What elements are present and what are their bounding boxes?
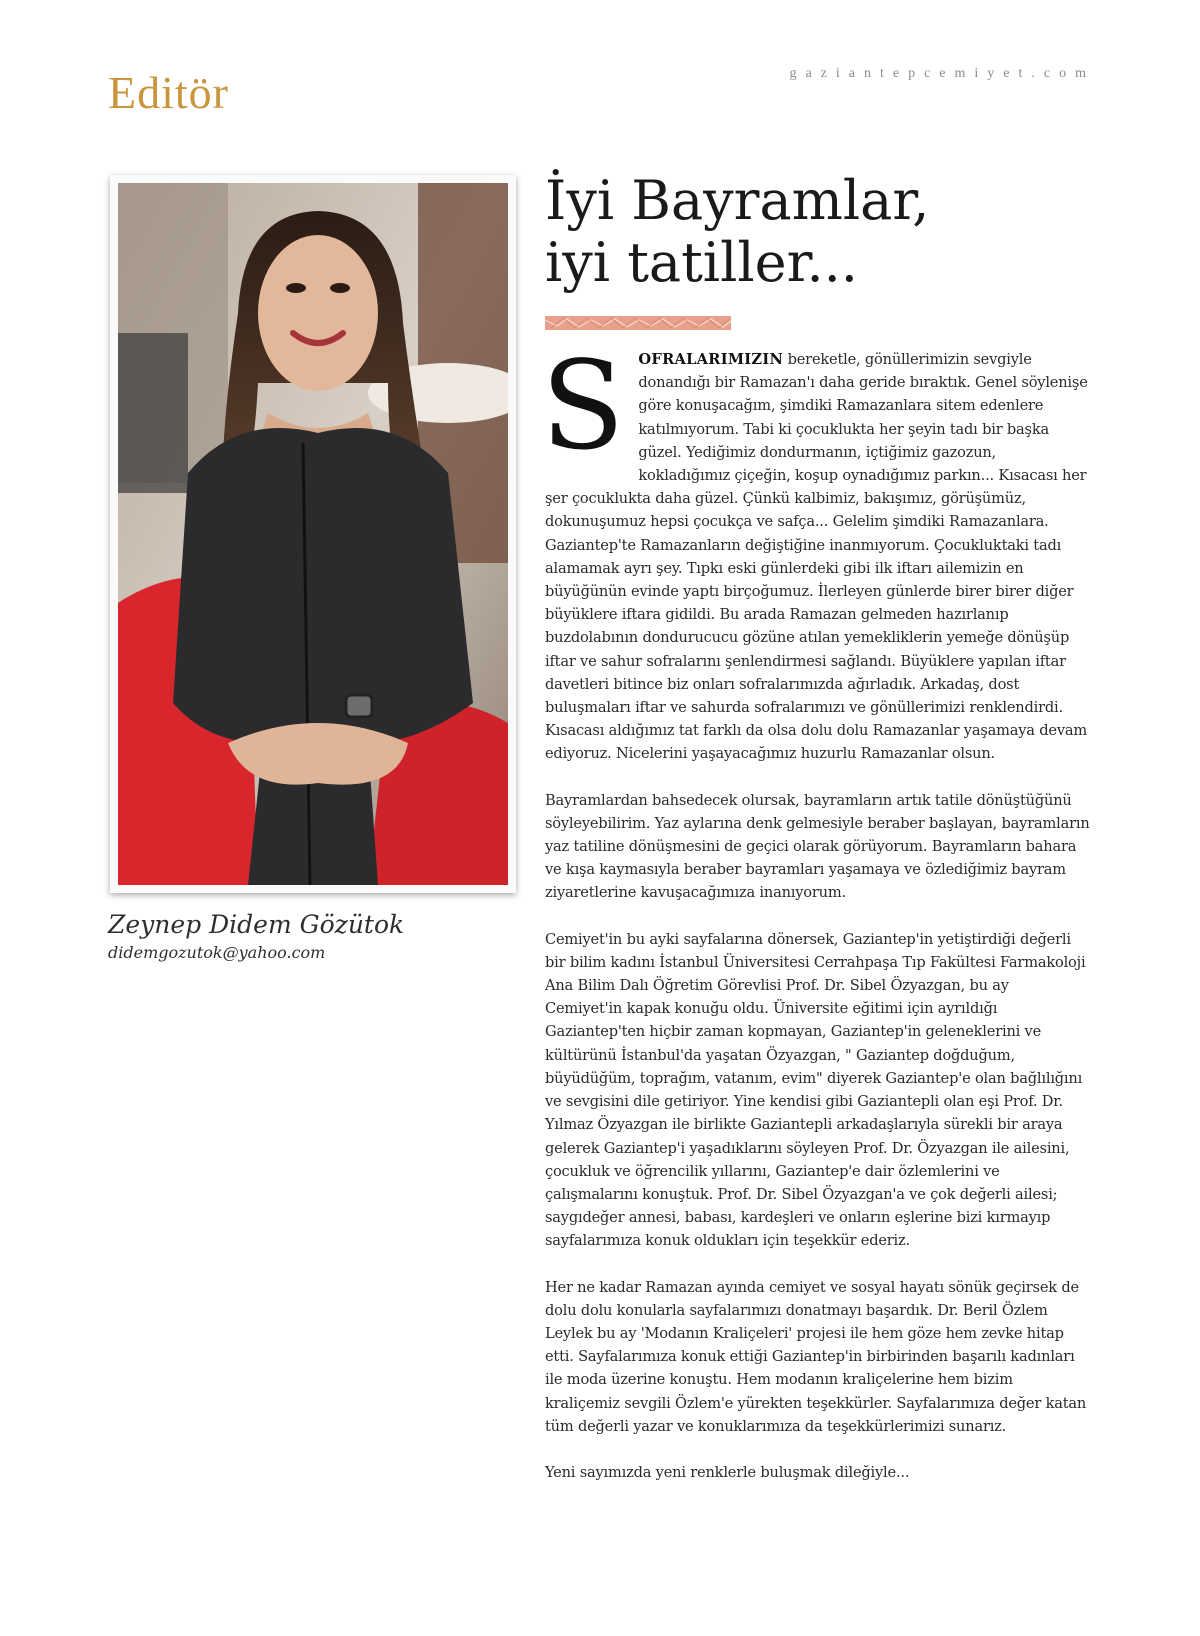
portrait-photo bbox=[118, 183, 508, 885]
article-paragraph-1-text: bereketle, gönüllerimizin sevgiyle donandığı bir Ramazan'ı daha geride bıraktık. Genel söylenişe göre konuşacağım, şimdiki Ramazanlara sitem edenlere katılmıyorum. Tabi ki çocuklukta her şeyin tadı bir başka güzel. Yediğimiz dondurmanın, içtiğimiz gazozun, kokladığımız çiçeğin, koşup oynadığımız parkın... Kısacası her şer çocuklukta daha güzel. Çünkü kalbimiz, bakışımız, görüşümüz, dokunuşumuz hepsi çocukça ve safça... Gelelim şimdiki Ramazanlara. Gaziantep'te Ramazanların değiştiğine inanmıyorum. Çocukluktaki tadı alamamak ayrı şey. Tıpkı eski günlerdeki gibi ilk iftarı ailemizin en büyüğünün evinde yaptı birçoğumuz. İlerleyen günlerde birer birer diğer büyüklere iftara gidildi. Bu arada Ramazan gelmeden hazırlanıp buzdolabının dondurucucu gözüne atılan yemekliklerin yemeğe dönüşüp iftar ve sahur sofralarını şenlendirmesi sağlandı. Büyüklere yapılan iftar davetleri bitince biz onları sofralarımızda ağırladık. Arkadaş, dost buluşmaları iftar ve sahurda sofralarımızı ve gönüllerimizi renklendirdi. Kısacası aldığımız tat farklı da olsa dolu dolu Ramazanlar yaşamaya devam ediyoruz. Nicelerini yaşayacağımız huzurlu Ramazanlar olsun. bbox=[545, 351, 1088, 763]
article-paragraph-1 bbox=[541, 335, 1090, 766]
photo-frame bbox=[110, 175, 516, 893]
article-paragraph-3: Cemiyet'in bu ayki sayfalarına dönersek, Gaziantep'in yetiştirdiği değerli bir bilim kadını İstanbul Üniversitesi Cerrahpaşa Tıp Fakültesi Farmakoloji Ana Bilim Dalı Öğretim Görevlisi Prof. Dr. Sibel Özyazgan, bu ay Cemiyet'in kapak konuğu oldu. Üniversite eğitimi için ayrıldığı Gaziantep'ten hiçbir zaman kopmayan, Gaziantep'in geleneklerini ve kültürünü İstanbul'da yaşatan Özyazgan, " Gaziantep doğduğum, büyüdüğüm, toprağım, vatanım, evim" diyerek Gaziantep'e olan bağlılığını ve sevgisini dile getiriyor. Yine kendisi gibi Gaziantepli olan eşi Prof. Dr. Yılmaz Özyazgan ile birlikte Gaziantepli arkadaşlarıyla sürekli bir araya gelerek Gaziantep'i yaşadıklarını söyleyen Prof. Dr. Özyazgan ile ailesini, çocukluk ve öğrencilik yıllarını, Gaziantep'e dair özlemlerini ve çalışmalarını konuştuk. Prof. Dr. Sibel Özyazgan'a ve çok değerli ailesi; saygıdeğer annesi, babası, kardeşleri ve onların eşlerine bizi kırmayıp sayfalarımıza konuk oldukları için teşekkür ederiz. bbox=[545, 930, 1086, 1250]
article-paragraph-4: Her ne kadar Ramazan ayında cemiyet ve sosyal hayatı sönük geçirsek de dolu dolu konularla sayfalarımızı donatmayı başardık. Dr. Beril Özlem Leylek bu ay 'Modanın Kraliçeleri' projesi ile hem göze hem zevke hitap etti. Sayfalarımıza konuk ettiği Gaziantep'in birbirinden başarılı kadınları ile moda üzerine konuştu. Hem modanın kraliçelerine hem bizim kraliçemiz sevgili Özlem'e yürekten teşekkürler. Sayfalarımıza değer katan tüm değerli yazar ve konuklarımıza da teşekkürlerimizi sunarız. bbox=[545, 1278, 1087, 1435]
article-title-line2: iyi tatiller... bbox=[545, 231, 858, 294]
ornament-bar bbox=[545, 316, 731, 330]
article-lead: OFRALARIMIZIN bbox=[638, 351, 784, 368]
section-label: Editör bbox=[108, 67, 229, 118]
article-title-line1: İyi Bayramlar, bbox=[545, 169, 930, 232]
author-email: didemgozutok@yahoo.com bbox=[108, 943, 326, 962]
article-paragraph-5: Yeni sayımızda yeni renklerle buluşmak dileğiyle... bbox=[545, 1463, 910, 1481]
drop-cap: S bbox=[541, 335, 625, 477]
site-url: gaziantepcemiyet.com bbox=[789, 66, 1095, 81]
article-paragraph-2: Bayramlardan bahsedecek olursak, bayramların artık tatile dönüştüğünü söyleyebilirim. Yaz aylarına denk gelmesiyle beraber başlayan, bayramların yaz tatiline dönüşmesini de geçici olarak görüyorum. Bayramların bahara ve kışa kaymasıyla beraber bayramları yaşamaya ve özlediğimiz bayram ziyaretlerine kavuşacağımıza inanıyorum. bbox=[545, 791, 1090, 902]
article-title bbox=[545, 170, 1105, 294]
author-name: Zeynep Didem Gözütok bbox=[108, 910, 405, 939]
article-body bbox=[541, 335, 1090, 1507]
